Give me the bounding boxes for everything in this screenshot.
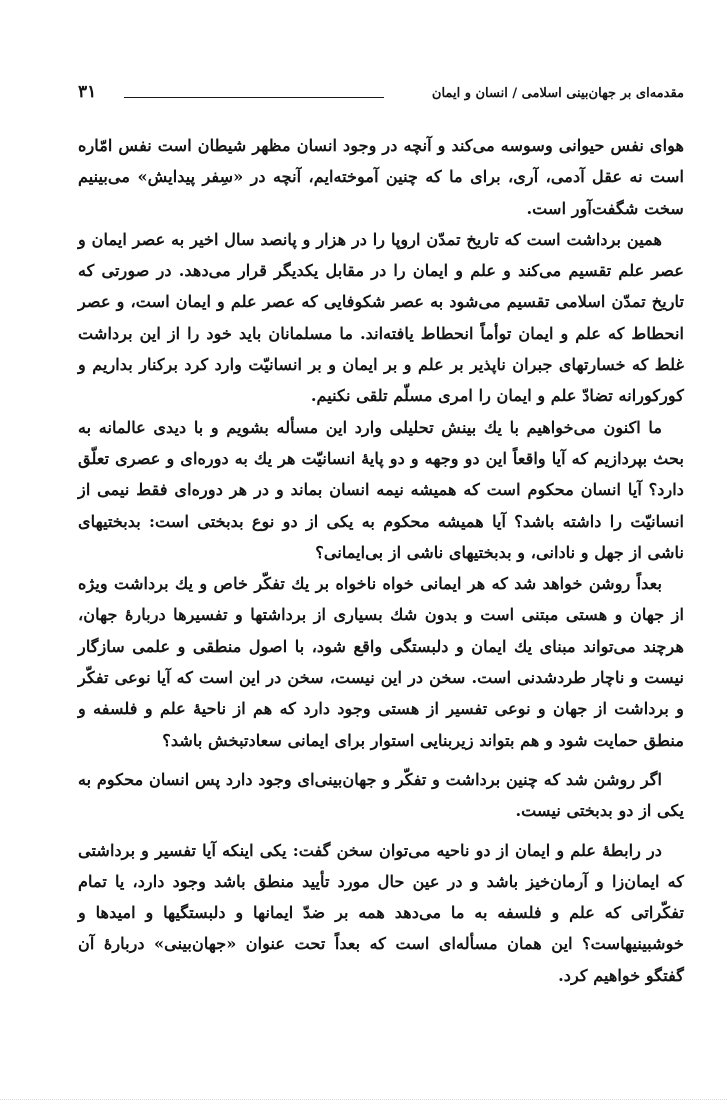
page-number: ۳۱ — [78, 82, 97, 102]
paragraph-2: همین برداشت است که تاریخ تمدّن اروپا را در هزار و پانصد سال اخیر به عصر ایمان و عصر علم تقسیم می‌کند و علم و ایمان را در مقابل یکدیگر قرار می‌دهد. در صورتی که تاریخ تمدّن اسلامی تقسیم می‌شود به عصر شکوفایی که عصر علم و ایمان است، و عصر انحطاط که علم و ایمان توأماً انحطاط یافته‌اند. ما مسلمانان باید خود را از این برداشت غلط که خسارتهای جبران ناپذیر بر علم و بر ایمان و بر انسانیّت وارد کرد برکنار بداریم و کورکورانه تضادّ علم و ایمان را امری مسلّم تلقی نکنیم. — [78, 229, 684, 406]
paragraph-6: در رابطهٔ علم و ایمان از دو ناحیه می‌توان سخن گفت: یکی اینکه آیا تفسیر و برداشتی که ایمان‌زا و آرمان‌خیز باشد و در عین حال مورد تأیید منطق باشد وجود دارد، یا تمام تفکّراتی که علم و فلسفه به ما می‌دهد همه بر ضدّ ایمانها و دلبستگیها و امیدها و خوشبینیهاست؟ این همان مسأله‌ای است که بعداً تحت عنوان «جهان‌بینی» دربارهٔ آن گفتگو خواهیم کرد. — [78, 840, 684, 985]
header-rule — [124, 97, 384, 98]
paragraph-5: اگر روشن شد که چنین برداشت و تفکّر و جهان‌بینی‌ای وجود دارد پس انسان محکوم به یکی از دو بدبختی نیست. — [78, 769, 684, 821]
scan-edge — [0, 1099, 727, 1114]
paragraph-1: هوای نفس حیوانی وسوسه می‌کند و آنچه در وجود انسان مظهر شیطان است نفس امّاره است نه عقل آدمی، آری، برای ما که چنین آموخته‌ایم، آنچه در «سِفر پیدایش» می‌بینیم سخت شگفت‌آور است. — [78, 136, 684, 218]
paragraph-3: ما اکنون می‌خواهیم با یك بینش تحلیلی وارد این مسأله بشویم و با دیدی عالمانه به بحث بپردازیم که آیا واقعاً این دو وجهه و دو پایهٔ انسانیّت هر یك به دوره‌ای و عصری تعلّق دارد؟ آیا انسان محکوم است که همیشه نیمه انسان بماند و در هر دوره‌ای فقط نیمی از انسانیّت را داشته باشد؟ آیا همیشه محکوم به یکی از دو نوع بدبختی است: بدبختیهای ناشی از جهل و نادانی، و بدبختیهای ناشی از بی‌ایمانی؟ — [78, 417, 684, 562]
book-title: مقدمه‌ای بر جهان‌بینی اسلامی / انسان و ایمان — [431, 86, 684, 101]
running-header — [78, 82, 684, 112]
paragraph-4: بعداً روشن خواهد شد که هر ایمانی خواه ناخواه بر یك تفکّر خاص و یك برداشت ویژه از جهان و هستی مبتنی است و بدون شك بسیاری از برداشتها و تفسیرها دربارهٔ جهان، هرچند می‌تواند مبنای یك ایمان و دلبستگی واقع شود، با اصول منطقی و علمی سازگار نیست و ناچار طردشدنی است. سخن در این نیست، سخن در این است که آیا نوعی تفکّر و برداشت از جهان و نوعی تفسیر از هستی وجود دارد که هم از ناحیهٔ علم و فلسفه و منطق حمایت شود و هم بتواند زیربنایی استوار برای ایمانی سعادتبخش باشد؟ — [78, 574, 684, 750]
body-text — [78, 130, 684, 991]
